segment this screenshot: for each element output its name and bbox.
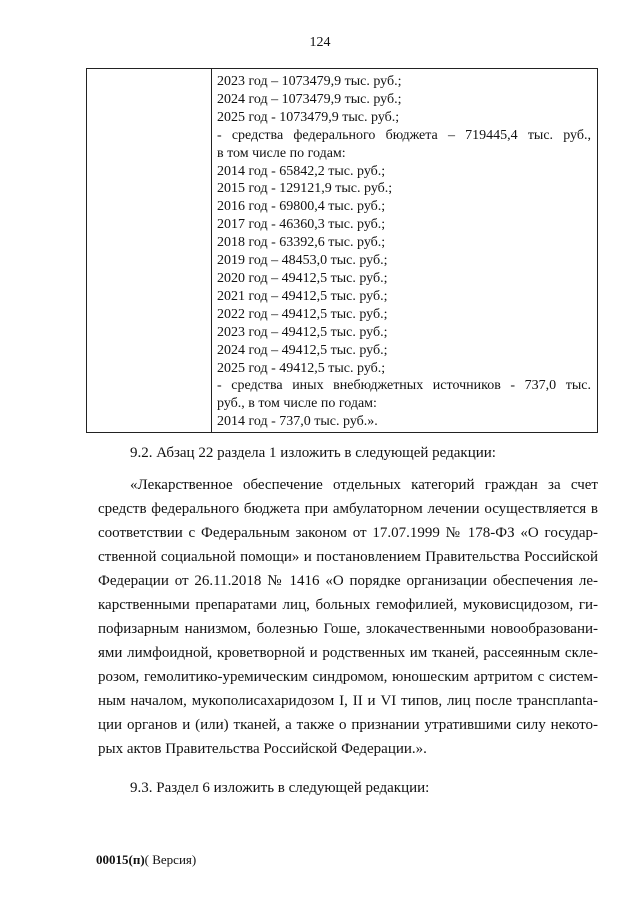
table-line: 2024 год – 1073479,9 тыс. руб.; <box>217 91 402 107</box>
table-line: - средства федерального бюджета – 719445,4 тыс. руб., <box>217 127 591 143</box>
table-line: 2023 год – 1073479,9 тыс. руб.; <box>217 74 402 89</box>
section-9-2-quote <box>98 473 598 761</box>
quote-line: Федерации от 26.11.2018 № 1416 «О порядке организации обеспечения ле- <box>98 573 598 589</box>
table-line: в том числе по годам: <box>217 145 346 161</box>
table-line: 2023 год – 49412,5 тыс. руб.; <box>217 324 388 340</box>
quote-line: пофизарным нанизмом, болезнью Гоше, злокачественными новообразовани- <box>98 621 598 637</box>
table-line: 2015 год - 129121,9 тыс. руб.; <box>217 181 393 197</box>
table-line: 2019 год – 48453,0 тыс. руб.; <box>217 253 388 269</box>
table-line: 2024 год – 49412,5 тыс. руб.; <box>217 342 388 358</box>
funding-table <box>86 68 598 433</box>
quote-line: ным началом, мукополисахаридозом I, II и VI типов, лиц после трансплanta- <box>98 693 598 709</box>
section-9-3-heading: 9.3. Раздел 6 изложить в следующей редакции: <box>130 780 430 796</box>
quote-line: рых актов Правительства Российской Федерации.». <box>98 741 427 757</box>
table-line: 2016 год - 69800,4 тыс. руб.; <box>217 199 386 215</box>
footer-version: ( Версия) <box>144 852 197 867</box>
table-line: 2014 год - 737,0 тыс. руб.». <box>217 414 378 430</box>
table-line: 2017 год - 46360,3 тыс. руб.; <box>217 217 386 233</box>
table-line: руб., в том числе по годам: <box>217 396 377 412</box>
quote-line: «Лекарственное обеспечение отдельных категорий граждан за счет <box>130 477 598 493</box>
section-9-2-heading: 9.2. Абзац 22 раздела 1 изложить в следующей редакции: <box>130 445 496 461</box>
quote-line: розом, гемолитико-уремическим синдромом, юношеским артритом с систем- <box>98 669 598 685</box>
table-line: 2025 год - 49412,5 тыс. руб.; <box>217 360 386 376</box>
table-line: 2025 год - 1073479,9 тыс. руб.; <box>217 109 400 125</box>
page-number: 124 <box>309 35 331 50</box>
table-line: 2022 год – 49412,5 тыс. руб.; <box>217 306 388 322</box>
quote-line: соответствии с Федеральным законом от 17.07.1999 № 178-ФЗ «О государ- <box>98 525 598 541</box>
quote-line: средств федерального бюджета при амбулаторном лечении осуществляется в <box>98 501 598 517</box>
quote-line: ями лимфоидной, кроветворной и родственных им тканей, рассеянным скле- <box>98 645 598 661</box>
table-line: 2021 год – 49412,5 тыс. руб.; <box>217 288 388 304</box>
table-line: 2018 год - 63392,6 тыс. руб.; <box>217 235 386 251</box>
table-line: 2014 год - 65842,2 тыс. руб.; <box>217 163 386 179</box>
table-line: 2020 год – 49412,5 тыс. руб.; <box>217 270 388 286</box>
table-line: - средства иных внебюджетных источников - 737,0 тыс. <box>217 378 591 394</box>
footer-code: 00015(п) <box>96 852 145 867</box>
funding-table-cell <box>217 73 591 431</box>
table-column-divider <box>211 69 212 432</box>
document-footer <box>96 852 196 868</box>
quote-line: ственной социальной помощи» и постановлением Правительства Российской <box>98 549 598 565</box>
quote-line: ции органов и (или) тканей, а также о признании утратившими силу некото- <box>98 717 598 733</box>
quote-line: карственными препаратами лиц, больных гемофилией, муковисцидозом, ги- <box>98 597 598 613</box>
